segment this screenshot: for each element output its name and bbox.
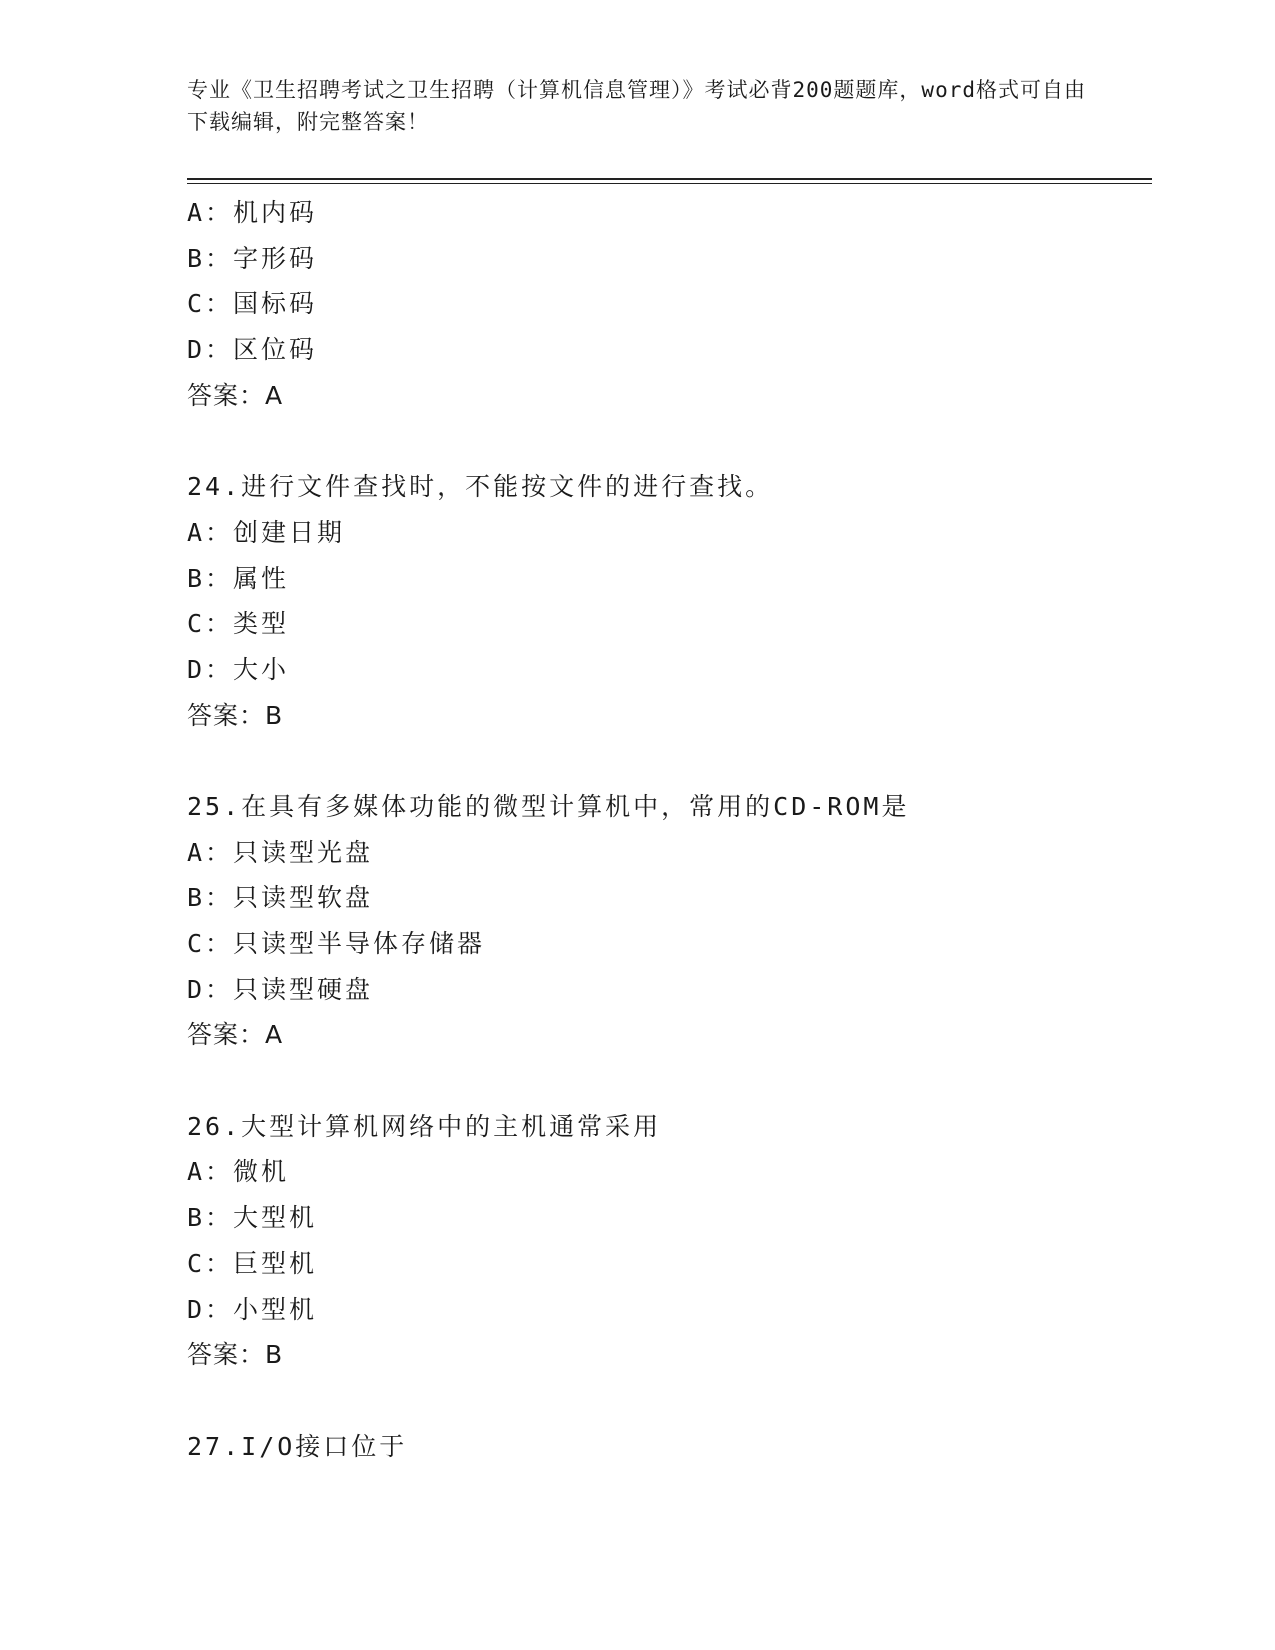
option-a: A：微机 [187, 1157, 290, 1187]
question-stem: 24.进行文件查找时，不能按文件的进行查找。 [187, 472, 774, 502]
answer-line: 答案：A [187, 1020, 284, 1050]
option-d: D：区位码 [187, 335, 318, 365]
question-stem: 26.大型计算机网络中的主机通常采用 [187, 1111, 662, 1141]
header-divider-thin [187, 183, 1152, 184]
option-c: C：国标码 [187, 289, 318, 319]
spacer [187, 1378, 1152, 1424]
option-c: C：巨型机 [187, 1248, 318, 1278]
question-block-25 [187, 784, 1152, 1058]
question-stem: 25.在具有多媒体功能的微型计算机中，常用的CD-ROM是 [187, 791, 910, 821]
option-b: B：属性 [187, 563, 290, 593]
document-header: 专业《卫生招聘考试之卫生招聘（计算机信息管理）》考试必背200题题库，word格式可自由下载编辑，附完整答案！ [187, 78, 1086, 134]
option-b: B：字形码 [187, 243, 318, 273]
option-d: D：小型机 [187, 1294, 318, 1324]
spacer [187, 418, 1152, 464]
spacer [187, 1058, 1152, 1104]
option-d: D：只读型硬盘 [187, 974, 374, 1004]
spacer [187, 738, 1152, 784]
option-c: C：只读型半导体存储器 [187, 929, 486, 958]
answer-line: 答案：A [187, 380, 284, 410]
option-d: D：大小 [187, 654, 290, 684]
question-block-27 [187, 1424, 1152, 1470]
question-stem: 27.I/O接口位于 [187, 1431, 408, 1461]
question-block-23 [187, 190, 1152, 418]
question-block-26 [187, 1104, 1152, 1378]
header-divider-thick [187, 178, 1152, 180]
option-b: B：大型机 [187, 1203, 318, 1233]
option-b: B：只读型软盘 [187, 883, 374, 913]
question-list [187, 190, 1152, 1469]
answer-line: 答案：B [187, 700, 284, 730]
question-block-24 [187, 464, 1152, 738]
option-a: A：机内码 [187, 198, 318, 227]
option-a: A：只读型光盘 [187, 837, 374, 867]
answer-line: 答案：B [187, 1340, 284, 1370]
option-c: C：类型 [187, 609, 290, 639]
option-a: A：创建日期 [187, 517, 346, 547]
